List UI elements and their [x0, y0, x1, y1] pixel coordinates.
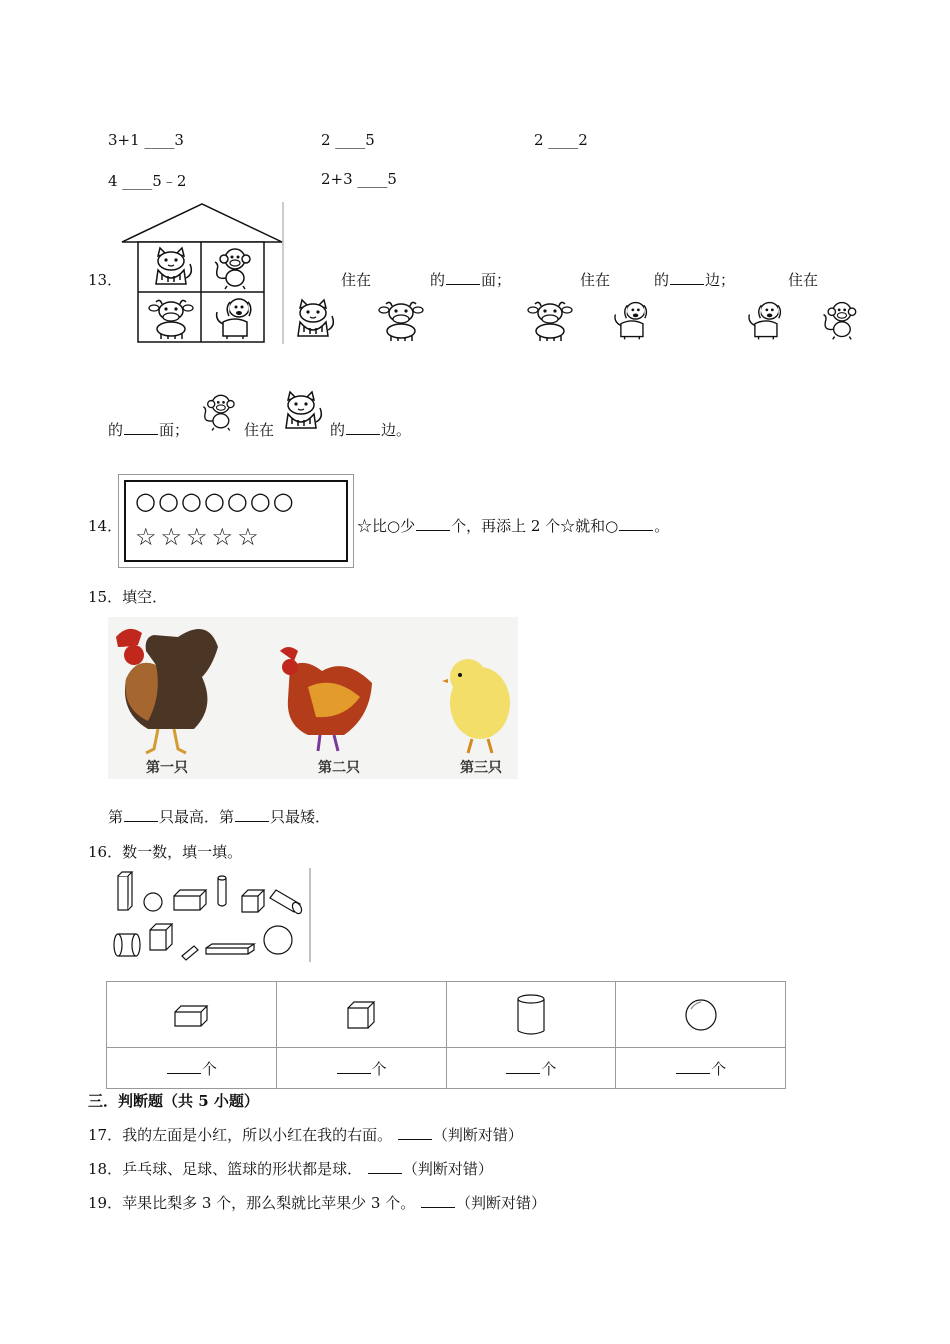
q13-text-4: 住在	[580, 271, 611, 289]
q16-count-table	[106, 981, 786, 1089]
q13-text-11: 的 边。	[330, 421, 412, 439]
sphere-icon	[616, 982, 786, 1048]
q14-number: 14．	[88, 517, 123, 535]
q14-stars: ☆☆☆☆☆	[135, 523, 263, 551]
cuboid-icon	[107, 982, 277, 1048]
q15-label-3: 第三只	[460, 760, 502, 776]
q14-question-text: ☆比○少 个，再添上 2 个☆就和○ 。	[357, 517, 670, 535]
monkey-icon	[818, 298, 864, 342]
q12-item-e: 2+3 ____5	[321, 170, 397, 188]
q14-circles: ○○○○○○○	[135, 487, 296, 515]
q14-figure	[118, 474, 354, 568]
dog-icon	[742, 298, 788, 342]
q13-text-1: 住在	[341, 271, 372, 289]
q16-title: 16．数一数，填一填。	[88, 843, 243, 861]
q13-text-2: 的 面；	[430, 271, 512, 289]
count-cell: 个	[107, 1048, 277, 1089]
q15-fill-text: 第 只最高．第 只最矮．	[108, 808, 331, 826]
q16-shapes-image	[108, 868, 314, 962]
q12-item-c: 2 ____2	[534, 131, 588, 149]
q12-item-b: 2 ____5	[321, 131, 375, 149]
q13-text-8: 的 面；	[108, 421, 190, 439]
cat-icon	[288, 298, 338, 342]
q13-text-10: 住在	[244, 421, 275, 439]
count-cell: 个	[616, 1048, 786, 1089]
q15-chicken-image	[108, 617, 518, 779]
q13-number: 13．	[88, 271, 123, 289]
q19: 19．苹果比梨多 3 个，那么梨就比苹果少 3 个。 （判断对错）	[88, 1194, 547, 1212]
cow-icon	[374, 298, 428, 342]
q15-title: 15．填空．	[88, 588, 168, 606]
cube-icon	[276, 982, 446, 1048]
count-cell: 个	[446, 1048, 616, 1089]
monkey-icon	[198, 390, 242, 434]
q12-item-d: 4 ____5﹣2	[108, 172, 187, 190]
cat-icon	[276, 390, 326, 434]
q15-label-2: 第二只	[318, 760, 360, 776]
q13-text-7: 住在	[788, 271, 819, 289]
q17: 17．我的左面是小红，所以小红在我的右面。 （判断对错）	[88, 1126, 523, 1144]
cow-icon	[523, 298, 577, 342]
q15-label-1: 第一只	[146, 760, 188, 776]
q18: 18．乒乓球、足球、篮球的形状都是球． （判断对错）	[88, 1160, 493, 1178]
q12-item-a: 3+1 ____3	[108, 131, 184, 149]
dog-icon	[608, 298, 654, 342]
cylinder-icon	[446, 982, 616, 1048]
count-cell: 个	[276, 1048, 446, 1089]
section-3-title: 三．判断题（共 5 小题）	[88, 1092, 259, 1110]
q13-house-image	[118, 202, 286, 344]
q13-text-5: 的 边；	[654, 271, 736, 289]
